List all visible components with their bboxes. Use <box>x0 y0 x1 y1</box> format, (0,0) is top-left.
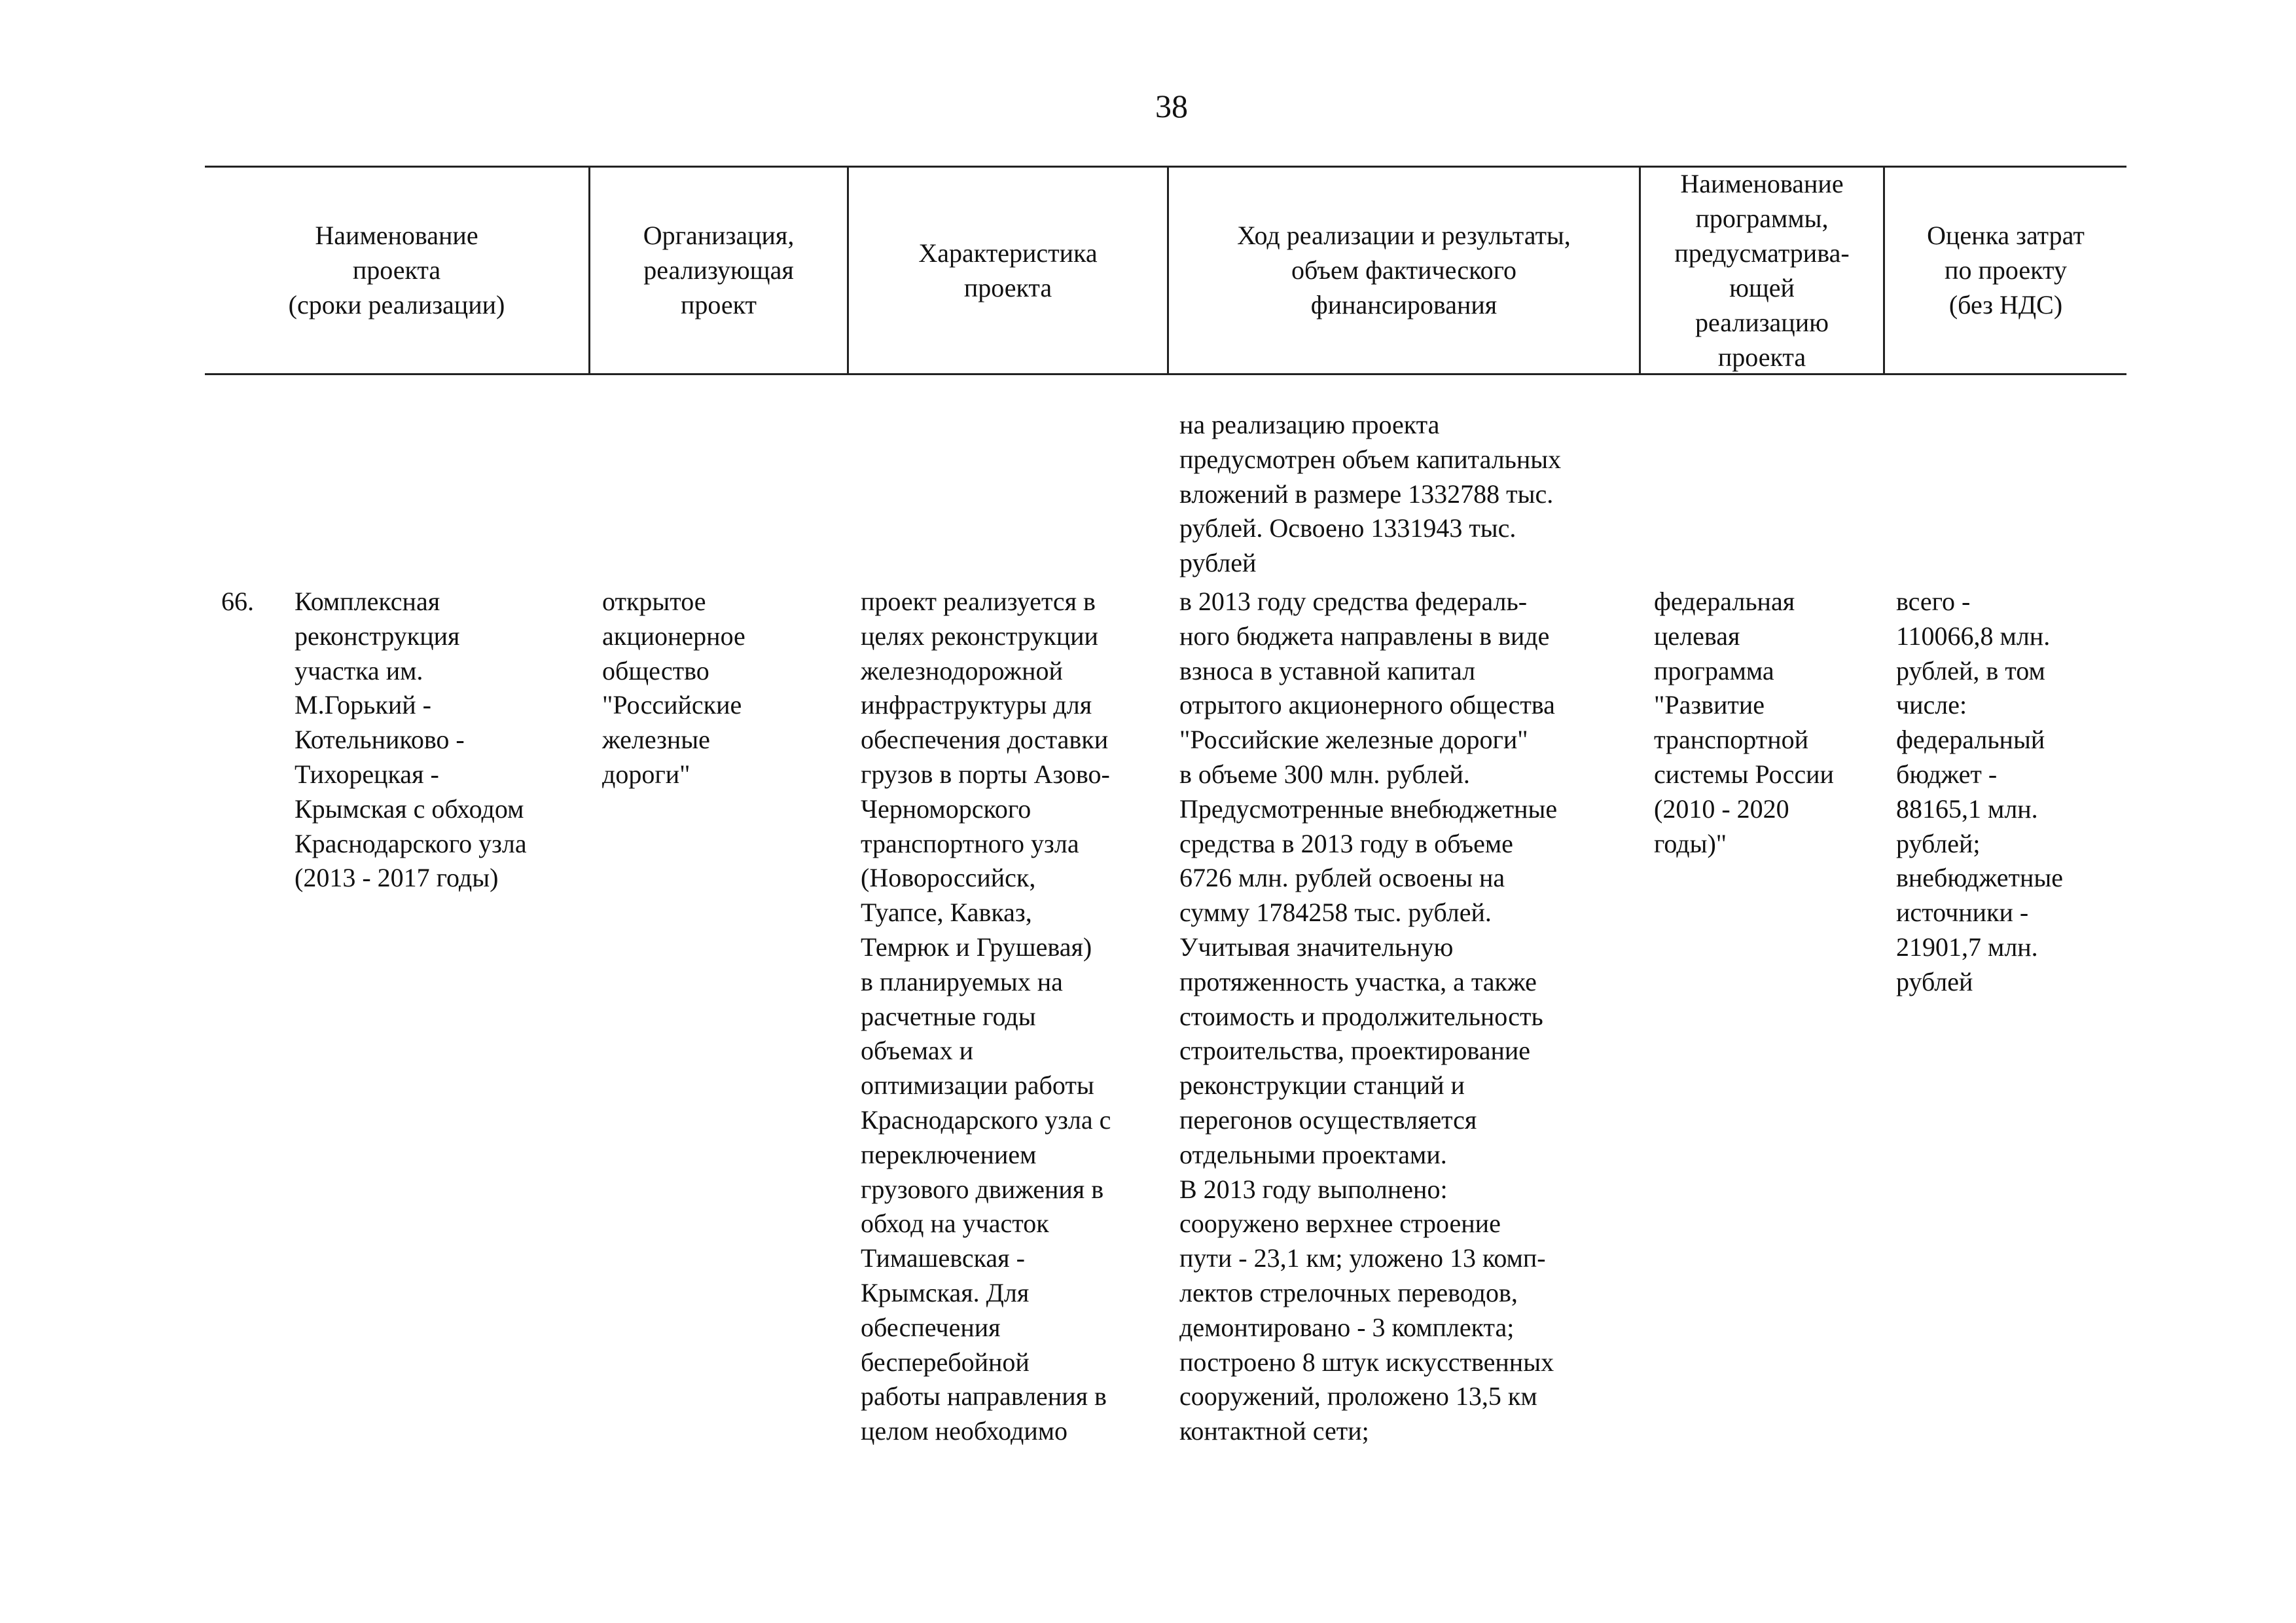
header-project-name-label: Наименование проекта (сроки реализации) <box>288 221 505 319</box>
row-cost: всего - 110066,8 млн. рублей, в том числе: федеральный бюджет - 88165,1 млн. рублей; внебюджетные источники - 21901,7 млн. рублей <box>1896 587 2063 996</box>
row-progress: в 2013 году средства федераль- ного бюджета направлены в виде взноса в уставной капитал отрытого акционерного общества "Российские железные дороги" в объеме 300 млн. рублей. Предусмотренные внебюджетные средства в 2013 году в объеме 6726 млн. рублей освоены на сумму 1784258 тыс. рублей. Учитывая значительную протяженность участка, а также стоимость и продолжительность строительства, проектирование реконструкции станций и перегонов осуществляется отдельными проектами. В 2013 году выполнено: сооружено верхнее строение пути - 23,1 км; уложено 13 комп- лектов стрелочных переводов, демонтировано - 3 комплекта; построено 8 штук искусственных сооружений, проложено 13,5 км контактной сети; <box>1179 587 1558 1446</box>
row-organization: открытое акционерное общество "Российские железные дороги" <box>602 587 745 789</box>
header-characteristics <box>849 167 1167 373</box>
header-progress-label: Ход реализации и результаты, объем фактического финансирования <box>1237 221 1571 319</box>
header-program-label: Наименование программы, предусматрива- ющей реализацию проекта <box>1674 168 1850 372</box>
header-program <box>1641 167 1883 373</box>
row-characteristics: проект реализуется в целях реконструкции железнодорожной инфраструктуры для обеспечения доставки грузов в порты Азово- Черноморского транспортного узла (Новороссийск, Туапсе, Кавказ, Темрюк и Грушевая) в планируемых на расчетные годы объемах и оптимизации работы Краснодарского узла с переключением грузового движения в обход на участок Тимашевская - Крымская. Для обеспечения бесперебойной работы направления в целом необходимо <box>861 587 1111 1446</box>
header-cost-label: Оценка затрат по проекту (без НДС) <box>1927 221 2085 319</box>
table-header-bottom-border <box>205 373 2126 375</box>
header-characteristics-label: Характеристика проекта <box>918 238 1098 302</box>
header-project-name <box>205 167 588 373</box>
header-cost <box>1885 167 2126 373</box>
row-number: 66. <box>221 587 254 616</box>
header-organization-label: Организация, реализующая проект <box>643 221 795 319</box>
row-program: федеральная целевая программа "Развитие транспортной системы России (2010 - 2020 годы)" <box>1654 587 1834 858</box>
header-progress <box>1169 167 1639 373</box>
page-number: 38 <box>1155 88 1188 124</box>
row-project-name: Комплексная реконструкция участка им. М.Горький - Котельниково - Тихорецкая - Крымская с обходом Краснодарского узла (2013 - 2017 годы) <box>295 587 527 893</box>
header-organization <box>590 167 847 373</box>
continuation-text: на реализацию проекта предусмотрен объем капитальных вложений в размере 1332788 тыс. рублей. Освоено 1331943 тыс. рублей <box>1179 410 1562 578</box>
